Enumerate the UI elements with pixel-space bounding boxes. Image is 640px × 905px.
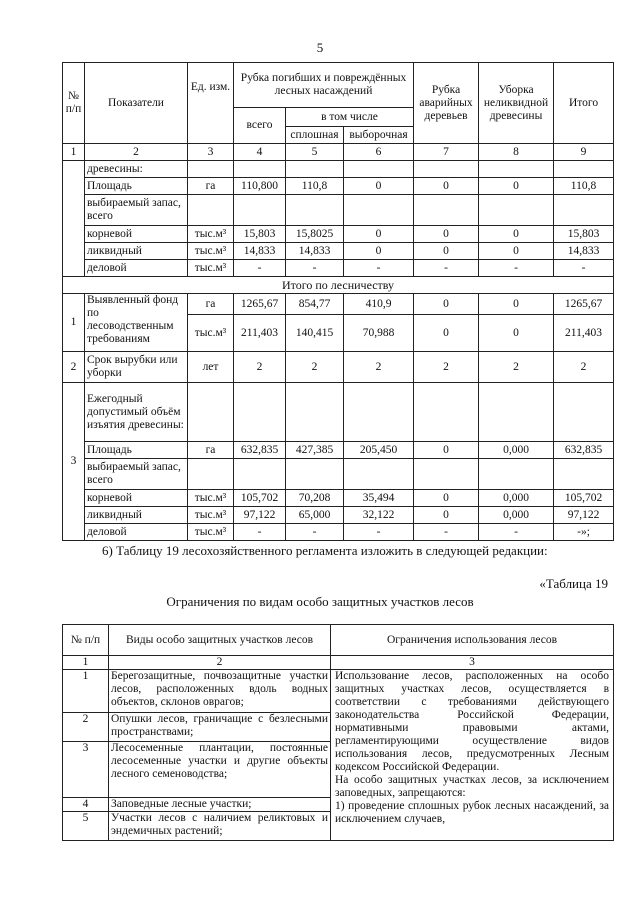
cell-value: -	[414, 524, 479, 541]
cell-value: 140,415	[286, 315, 344, 352]
header-dead-felling: Рубка погибших и повреждённых лесных насаждений	[234, 63, 414, 108]
cell-value: 110,8	[554, 178, 614, 195]
row-unit: тыс.м³	[188, 315, 234, 352]
table-row	[63, 383, 614, 442]
cell-value: 0	[414, 178, 479, 195]
header-num: № п/п	[63, 625, 109, 656]
header-unit: Ед. изм.	[188, 63, 234, 144]
cell-value: 0	[414, 294, 479, 315]
cell-value: -	[479, 524, 554, 541]
col-number: 3	[331, 656, 614, 670]
row-num: 2	[63, 352, 85, 383]
row-num: 2	[63, 713, 109, 742]
row-num: 3	[63, 383, 85, 541]
col-number: 9	[554, 144, 614, 161]
cell-value: 0	[414, 507, 479, 524]
cell-value: 15,803	[554, 226, 614, 243]
table-row	[63, 161, 614, 178]
row-num: 1	[63, 294, 85, 352]
row-unit: га	[188, 442, 234, 459]
row-label: корневой	[85, 226, 188, 243]
cell-value: 2	[414, 352, 479, 383]
table-row	[63, 507, 614, 524]
cell-value: -	[344, 524, 414, 541]
cell-value	[286, 195, 344, 226]
row-num: 5	[63, 812, 109, 841]
cell-value: 105,702	[234, 490, 286, 507]
cell-value: -»;	[554, 524, 614, 541]
restrictions-paragraph: Использование лесов, расположенных на особо защитных участках лесов, осуществляется в соответствии с требованиями действующего законодательства Российской Федерации, нормативными правовыми актами, регламентирующими осуществление видов использования лесов, предусмотренных Лесным кодексом Российской Федерации.	[335, 670, 609, 773]
header-illiquid: Уборка неликвидной древесины	[479, 63, 554, 144]
cell-value: 211,403	[234, 315, 286, 352]
restrictions-cell	[331, 670, 614, 841]
cell-value: 0,000	[479, 490, 554, 507]
restrictions-paragraph: 1) проведение сплошных рубок лесных насаждений, за исключением случаев,	[335, 800, 609, 825]
col-number: 1	[63, 144, 85, 161]
header-grand-total: Итого	[554, 63, 614, 144]
table-row	[63, 524, 614, 541]
cell-value	[479, 383, 554, 442]
cell-value: 0	[344, 178, 414, 195]
cell-value	[234, 161, 286, 178]
table-row	[63, 226, 614, 243]
cell-value: -	[344, 260, 414, 277]
row-num	[63, 161, 85, 277]
cell-value	[554, 459, 614, 490]
row-label: Срок вырубки или уборки	[85, 352, 188, 383]
col-number: 8	[479, 144, 554, 161]
cell-value	[234, 383, 286, 442]
header-clear: сплошная	[286, 127, 344, 144]
felling-volume-table	[62, 62, 614, 541]
row-label: деловой	[85, 524, 188, 541]
row-label: древесины:	[85, 161, 188, 178]
cell-value: 105,702	[554, 490, 614, 507]
cell-value: 70,988	[344, 315, 414, 352]
cell-value: 0	[414, 243, 479, 260]
cell-value: 15,803	[234, 226, 286, 243]
row-num: 3	[63, 742, 109, 798]
row-label: Ежегодный допустимый объём изъятия древесины:	[85, 383, 188, 442]
row-label: Площадь	[85, 178, 188, 195]
cell-value	[414, 459, 479, 490]
header-in-that: в том числе	[286, 108, 414, 127]
row-unit: лет	[188, 352, 234, 383]
column-numbers-row	[63, 144, 614, 161]
col-number: 2	[109, 656, 331, 670]
cell-value: 2	[286, 352, 344, 383]
header-emergency: Рубка аварийных деревьев	[414, 63, 479, 144]
cell-value: 0	[414, 490, 479, 507]
col-number: 2	[85, 144, 188, 161]
cell-value: 2	[234, 352, 286, 383]
cell-value	[344, 195, 414, 226]
col-number: 5	[286, 144, 344, 161]
cell-value	[286, 383, 344, 442]
table-title: Ограничения по видам особо защитных участков лесов	[166, 594, 474, 609]
cell-value	[344, 161, 414, 178]
row-label: деловой	[85, 260, 188, 277]
area-type: Участки лесов с наличием реликтовых и эндемичных растений;	[109, 812, 331, 841]
cell-value: 70,208	[286, 490, 344, 507]
cell-value: 0	[414, 315, 479, 352]
row-unit	[188, 195, 234, 226]
header-restrictions: Ограничения использования лесов	[331, 625, 614, 656]
row-label: Площадь	[85, 442, 188, 459]
cell-value: -	[234, 260, 286, 277]
row-unit: га	[188, 178, 234, 195]
header-total: всего	[234, 108, 286, 144]
cell-value: 0	[414, 226, 479, 243]
row-label: ликвидный	[85, 243, 188, 260]
cell-value: -	[234, 524, 286, 541]
col-number: 1	[63, 656, 109, 670]
header-types: Виды особо защитных участков лесов	[109, 625, 331, 656]
cell-value: 1265,67	[234, 294, 286, 315]
cell-value	[286, 459, 344, 490]
row-num: 1	[63, 670, 109, 713]
cell-value: 97,122	[234, 507, 286, 524]
cell-value: 427,385	[286, 442, 344, 459]
row-label: ликвидный	[85, 507, 188, 524]
table-row	[63, 459, 614, 490]
cell-value: 2	[344, 352, 414, 383]
header-indicators: Показатели	[85, 63, 188, 144]
cell-value: 2	[554, 352, 614, 383]
cell-value: 110,8	[286, 178, 344, 195]
amendment-paragraph: 6) Таблицу 19 лесохозяйственного регламента изложить в следующей редакции:	[102, 543, 548, 558]
col-number: 3	[188, 144, 234, 161]
row-label: выбираемый запас, всего	[85, 195, 188, 226]
row-unit: тыс.м³	[188, 524, 234, 541]
area-type: Лесосеменные плантации, постоянные лесосеменные участки и другие объекты лесного семеноводства;	[109, 742, 331, 798]
area-type: Берегозащитные, почвозащитные участки лесов, расположенных вдоль водных объектов, склонов оврагов;	[109, 670, 331, 713]
cell-value: 410,9	[344, 294, 414, 315]
cell-value: 65,000	[286, 507, 344, 524]
cell-value	[344, 383, 414, 442]
cell-value	[414, 383, 479, 442]
row-label: корневой	[85, 490, 188, 507]
area-type: Заповедные лесные участки;	[109, 798, 331, 812]
cell-value	[414, 195, 479, 226]
forestry-total-row	[63, 277, 614, 294]
table-row	[63, 670, 614, 713]
table-row	[63, 260, 614, 277]
cell-value: -	[286, 260, 344, 277]
cell-value	[286, 161, 344, 178]
cell-value: 0	[479, 226, 554, 243]
table-row	[63, 442, 614, 459]
cell-value: 632,835	[554, 442, 614, 459]
cell-value: 0	[344, 226, 414, 243]
cell-value: -	[414, 260, 479, 277]
table-row	[63, 195, 614, 226]
col-number: 6	[344, 144, 414, 161]
table-row	[63, 294, 614, 315]
header-selective: выборочная	[344, 127, 414, 144]
cell-value: 32,122	[344, 507, 414, 524]
cell-value: 205,450	[344, 442, 414, 459]
table-row	[63, 243, 614, 260]
cell-value: 1265,67	[554, 294, 614, 315]
table-row	[63, 178, 614, 195]
header-num: № п/п	[63, 63, 85, 144]
protective-areas-table	[62, 624, 614, 841]
cell-value: 35,494	[344, 490, 414, 507]
cell-value	[234, 459, 286, 490]
cell-value: 14,833	[234, 243, 286, 260]
cell-value	[554, 195, 614, 226]
page-number: 5	[316, 40, 324, 55]
cell-value: 211,403	[554, 315, 614, 352]
cell-value: 0	[479, 315, 554, 352]
cell-value: 854,77	[286, 294, 344, 315]
cell-value	[344, 459, 414, 490]
row-unit: тыс.м³	[188, 507, 234, 524]
cell-value	[554, 161, 614, 178]
cell-value: 0,000	[479, 507, 554, 524]
area-type: Опушки лесов, граничащие с безлесными пространствами;	[109, 713, 331, 742]
cell-value	[554, 383, 614, 442]
row-unit: тыс.м³	[188, 260, 234, 277]
table-reference: «Таблица 19	[539, 576, 608, 591]
row-label: выбираемый запас, всего	[85, 459, 188, 490]
cell-value: 0	[344, 243, 414, 260]
cell-value: -	[479, 260, 554, 277]
col-number: 7	[414, 144, 479, 161]
cell-value: 0,000	[479, 442, 554, 459]
cell-value: 110,800	[234, 178, 286, 195]
cell-value: 0	[479, 294, 554, 315]
cell-value	[479, 459, 554, 490]
row-num: 4	[63, 798, 109, 812]
row-unit	[188, 459, 234, 490]
row-unit	[188, 383, 234, 442]
cell-value: 14,833	[286, 243, 344, 260]
cell-value: 0	[414, 442, 479, 459]
row-unit: тыс.м³	[188, 243, 234, 260]
cell-value	[414, 161, 479, 178]
forestry-total-label: Итого по лесничеству	[63, 277, 614, 294]
cell-value: -	[286, 524, 344, 541]
row-unit: тыс.м³	[188, 226, 234, 243]
cell-value: 2	[479, 352, 554, 383]
table-row	[63, 490, 614, 507]
cell-value: 15,8025	[286, 226, 344, 243]
row-unit: га	[188, 294, 234, 315]
row-unit	[188, 161, 234, 178]
cell-value: 0	[479, 178, 554, 195]
col-number: 4	[234, 144, 286, 161]
cell-value: 14,833	[554, 243, 614, 260]
restrictions-paragraph: На особо защитных участках лесов, за исключением заповедных, запрещаются:	[335, 774, 609, 799]
row-label: Выявленный фонд по лесоводственным требованиям	[85, 294, 188, 352]
column-numbers-row	[63, 656, 614, 670]
cell-value	[479, 195, 554, 226]
cell-value	[234, 195, 286, 226]
cell-value	[479, 161, 554, 178]
cell-value: 97,122	[554, 507, 614, 524]
cell-value: 632,835	[234, 442, 286, 459]
cell-value: -	[554, 260, 614, 277]
table-row	[63, 352, 614, 383]
row-unit: тыс.м³	[188, 490, 234, 507]
cell-value: 0	[479, 243, 554, 260]
